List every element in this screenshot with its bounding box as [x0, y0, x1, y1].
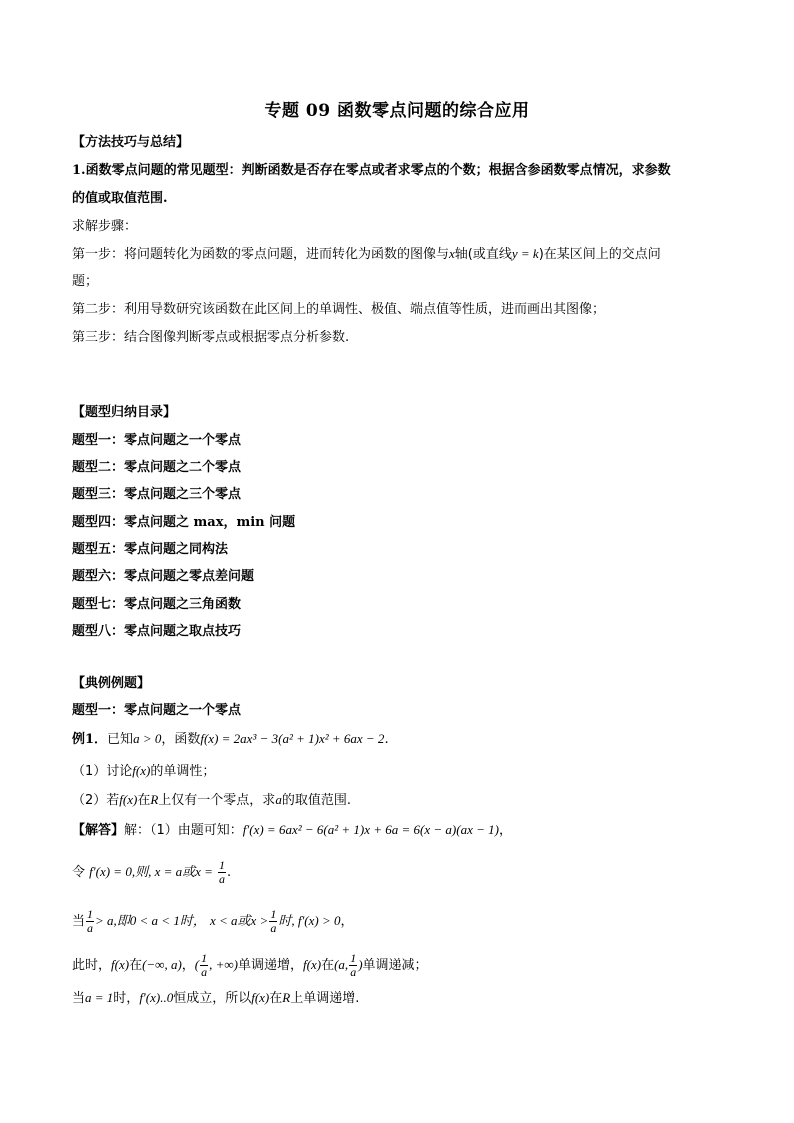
catalog-item-5: 题型五：零点问题之同构法 [72, 542, 229, 557]
line-4-fraction-1 [200, 952, 208, 979]
step-1-x: x [449, 246, 455, 261]
example-1-function: f(x) = 2ax³ − 3(a² + 1)x² + 6ax − 2 [200, 731, 385, 746]
question-2-text-c: 上仅有一个零点，求 [158, 793, 276, 808]
step-1-text-c: )在某区间上的交点问 [538, 247, 661, 262]
line-4-interval-2-open: ( [194, 957, 200, 972]
example-1-end: . [384, 732, 389, 747]
catalog-header: 【题型归纳目录】 [72, 405, 177, 420]
fraction-denominator: a [201, 965, 208, 979]
fraction-denominator: a [350, 965, 357, 979]
line-5-R: R [282, 990, 291, 1005]
line-5-ineq: f′(x)..0 [139, 990, 174, 1005]
line-4-interval-1: (−∞, a) [142, 957, 182, 972]
line-4-interval-3-open: (a, [334, 957, 349, 972]
line-3-deriv: 时, f′(x) > 0 [278, 913, 341, 928]
question-1-text-b: 的单调性； [150, 764, 216, 779]
method-line-2: 的值或取值范围. [72, 191, 168, 206]
step-1 [72, 244, 732, 265]
line-3-range: x < a或x > [209, 913, 269, 928]
line-2-eq: f′(x) = 0,则, x = a或x = [89, 864, 213, 879]
line-4-fx-1: f(x) [111, 957, 130, 972]
line-4-interval-3-close: ) [358, 957, 363, 972]
question-2-text-d: 的取值范围. [281, 793, 351, 808]
line-2-fraction [218, 859, 226, 886]
step-3: 第三步：结合图像判断零点或根据零点分析参数. [72, 330, 350, 345]
question-2-a: a [275, 792, 282, 807]
step-2: 第二步：利用导数研究该函数在此区间上的单调性、极值、端点值等性质，进而画出其图像； [72, 302, 606, 317]
answer-line-4 [72, 952, 732, 979]
line-5-text-d: 在 [269, 991, 283, 1006]
line-4-fx-2: f(x) [303, 957, 322, 972]
line-3-fraction-1 [86, 908, 94, 935]
answer-derivative: f′(x) = 6ax² − 6(a² + 1)x + 6a = 6(x − a)(ax − 1) [242, 822, 499, 837]
fraction-denominator: a [87, 921, 94, 935]
answer-end: ， [498, 823, 512, 838]
question-2-fx: f(x) [119, 792, 138, 807]
fraction-numerator: 1 [219, 858, 226, 872]
catalog-item-2: 题型二：零点问题之二个零点 [72, 460, 242, 475]
answer-line-1 [72, 820, 732, 841]
line-4-text-c: ， [181, 958, 195, 973]
line-4-text-f: 单调递减； [362, 958, 428, 973]
catalog-item-1: 题型一：零点问题之一个零点 [72, 433, 242, 448]
steps-label: 求解步骤： [72, 219, 138, 234]
catalog-item-7: 题型七：零点问题之三角函数 [72, 597, 242, 612]
example-1-label: 例1． [72, 732, 108, 747]
answer-label: 【解答】 [72, 823, 125, 838]
answer-line-2 [72, 859, 732, 886]
line-5-text-e: 上单调递增. [290, 991, 360, 1006]
line-4-interval-2-close: , +∞) [209, 957, 239, 972]
example-1-text-a: 已知 [107, 732, 134, 747]
line-3-cond: > a,即0 < a < 1时， [95, 913, 206, 928]
method-line-1: 1.函数零点问题的常见题型：判断函数是否存在零点或者求零点的个数；根据含参函数零点情况，求参数 [72, 163, 671, 178]
fraction-denominator: a [219, 872, 226, 886]
answer-line-5 [72, 988, 732, 1009]
catalog-item-6: 题型六：零点问题之零点差问题 [72, 569, 255, 584]
line-3-text-a: 当 [72, 914, 86, 929]
method-header: 【方法技巧与总结】 [72, 135, 190, 150]
question-2 [72, 790, 732, 811]
step-1-eq: y = k [511, 246, 539, 261]
catalog-item-3: 题型三：零点问题之三个零点 [72, 487, 242, 502]
question-2-text-a: （2）若 [72, 793, 120, 808]
example-1 [72, 729, 732, 750]
line-5-text-b: 时， [113, 991, 140, 1006]
fraction-numerator: 1 [350, 951, 357, 965]
page-title: 专题 09 函数零点问题的综合应用 [264, 101, 530, 121]
question-1-fx: f(x) [132, 763, 151, 778]
step-1-cont: 题； [72, 274, 99, 289]
type1-header: 题型一：零点问题之一个零点 [72, 703, 242, 718]
line-2-end: . [227, 865, 232, 880]
fraction-numerator: 1 [270, 907, 277, 921]
line-4-fraction-2 [349, 952, 357, 979]
fraction-denominator: a [270, 921, 277, 935]
question-1 [72, 761, 732, 782]
step-1-text-a: 第一步：将问题转化为函数的零点问题，进而转化为函数的图像与 [72, 247, 450, 262]
answer-line-3 [72, 908, 732, 935]
line-5-eq: a = 1 [85, 990, 114, 1005]
line-3-fraction-2 [269, 908, 277, 935]
answer-text-a: 解：（1）由题可知： [124, 823, 243, 838]
line-5-text-c: 恒成立，所以 [173, 991, 252, 1006]
line-2-text-a: 令 [72, 865, 86, 880]
example-1-cond: a > 0 [133, 731, 162, 746]
fraction-numerator: 1 [87, 907, 94, 921]
question-2-R: R [150, 792, 159, 807]
line-4-text-b: 在 [129, 958, 143, 973]
question-2-text-b: 在 [137, 793, 151, 808]
line-5-fx: f(x) [251, 990, 270, 1005]
line-4-text-e: 在 [321, 958, 335, 973]
examples-header: 【典例例题】 [72, 676, 151, 691]
line-3-end: ， [340, 914, 354, 929]
line-5-text-a: 当 [72, 991, 86, 1006]
catalog-item-8: 题型八：零点问题之取点技巧 [72, 624, 242, 639]
question-1-text-a: （1）讨论 [72, 764, 133, 779]
example-1-text-b: ，函数 [161, 732, 201, 747]
step-1-text-b: 轴(或直线 [454, 247, 512, 262]
line-4-text-d: 单调递增， [238, 958, 304, 973]
catalog-item-4: 题型四：零点问题之 max，min 问题 [72, 515, 296, 530]
fraction-numerator: 1 [201, 951, 208, 965]
line-4-text-a: 此时， [72, 958, 112, 973]
